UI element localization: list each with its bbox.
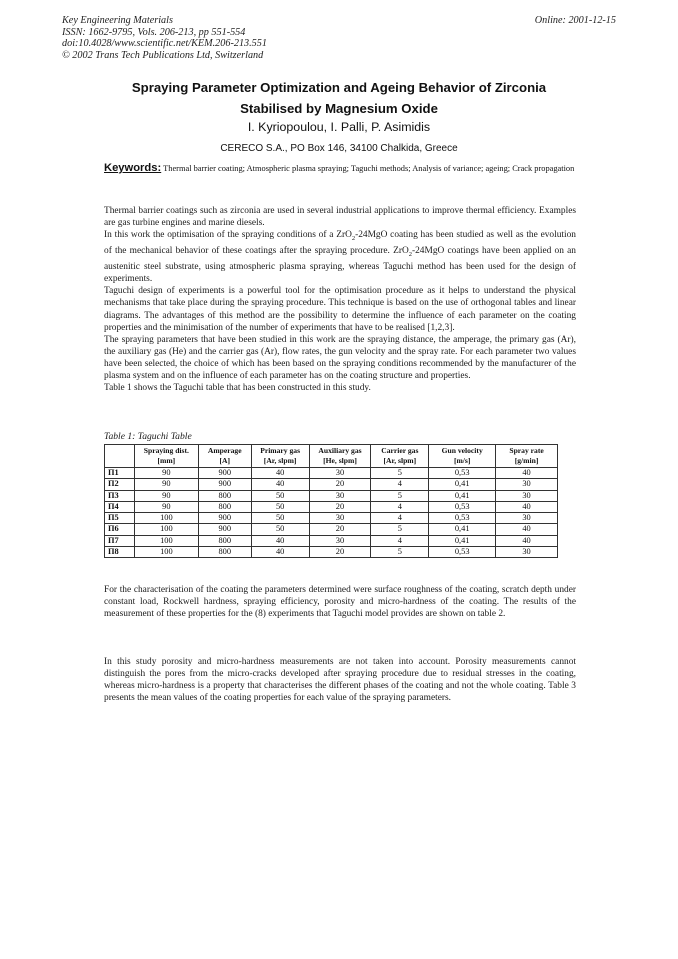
- table-cell: 900: [198, 479, 251, 490]
- row-label: Π4: [105, 501, 135, 512]
- table-cell: 30: [496, 479, 558, 490]
- table-cell: 40: [496, 501, 558, 512]
- table-cell: 100: [134, 524, 198, 535]
- table-cell: 50: [251, 524, 309, 535]
- table-cell: 100: [134, 535, 198, 546]
- doi-line: doi:10.4028/www.scientific.net/KEM.206-213.551: [62, 38, 267, 49]
- table-cell: 900: [198, 468, 251, 479]
- table-cell: 20: [309, 547, 371, 558]
- keywords-label: Keywords:: [104, 162, 162, 174]
- paragraph-1: Thermal barrier coatings such as zirconia are used in several industrial applications to improve thermal efficiency. Examples are gas turbine engines and marine diesels.: [104, 206, 576, 229]
- table-cell: 100: [134, 547, 198, 558]
- journal-header: [62, 15, 382, 61]
- body-section-1: [104, 205, 576, 394]
- row-label: Π6: [105, 524, 135, 535]
- keywords-block: [104, 160, 576, 177]
- body-section-3: [104, 656, 576, 704]
- table-row: [105, 535, 558, 546]
- paragraph-3: Taguchi design of experiments is a powerful tool for the optimisation procedure as it helps to understand the physical mechanisms that take place during the spraying procedure. This technique is based on the use of orthogonal tables and linear diagrams. The advantages of this method are the possibility to determine the influence of each parameter on the coating properties and the minimisation of the number of experiments that have to be realised [1,2,3].: [104, 286, 576, 333]
- table-row: [105, 513, 558, 524]
- table-cell: 0,53: [429, 547, 496, 558]
- table-cell: 0,41: [429, 535, 496, 546]
- row-label: Π7: [105, 535, 135, 546]
- table-cell: 20: [309, 501, 371, 512]
- table-cell: 40: [496, 468, 558, 479]
- table-cell: 90: [134, 490, 198, 501]
- table-cell: 30: [309, 490, 371, 501]
- table-cell: 30: [496, 490, 558, 501]
- table-cell: 30: [496, 513, 558, 524]
- table-cell: 900: [198, 513, 251, 524]
- table-cell: 4: [371, 513, 429, 524]
- journal-name: Key Engineering Materials: [62, 15, 173, 26]
- table-cell: 5: [371, 547, 429, 558]
- table-cell: 40: [251, 468, 309, 479]
- table-cell: 90: [134, 479, 198, 490]
- table-cell: 800: [198, 490, 251, 501]
- title-line-1: Spraying Parameter Optimization and Ageing Behavior of Zirconia: [131, 80, 547, 95]
- table-row: [105, 501, 558, 512]
- header-cell: Carrier gas [Ar, slpm]: [371, 445, 429, 468]
- table-cell: 900: [198, 524, 251, 535]
- table-cell: 50: [251, 513, 309, 524]
- copyright-line: © 2002 Trans Tech Publications Ltd, Switzerland: [62, 49, 264, 61]
- header-cell: Auxiliary gas [He, slpm]: [309, 445, 371, 468]
- table-row: [105, 468, 558, 479]
- header-cell: Gun velocity [m/s]: [429, 445, 496, 468]
- table-cell: 0,53: [429, 501, 496, 512]
- paragraph-5: Table 1 shows the Taguchi table that has been constructed in this study.: [104, 383, 371, 394]
- issn-line: ISSN: 1662-9795, Vols. 206-213, pp 551-554: [62, 26, 246, 38]
- table-cell: 0,53: [429, 468, 496, 479]
- header-cell: Primary gas [Ar, slpm]: [251, 445, 309, 468]
- row-label: Π1: [105, 468, 135, 479]
- row-label: Π2: [105, 479, 135, 490]
- table-cell: 90: [134, 468, 198, 479]
- table-cell: 20: [309, 479, 371, 490]
- paper-title: [62, 77, 616, 119]
- table-cell: 30: [496, 547, 558, 558]
- body-section-2: [104, 584, 576, 620]
- table-cell: 4: [371, 479, 429, 490]
- row-label: Π3: [105, 490, 135, 501]
- row-label: Π5: [105, 513, 135, 524]
- table-cell: 50: [251, 490, 309, 501]
- keywords-text: Thermal barrier coating; Atmospheric plasma spraying; Taguchi methods; Analysis of variance; ageing; Crack propagation: [163, 164, 575, 173]
- table-row: [105, 490, 558, 501]
- paragraph-7: In this study porosity and micro-hardness measurements are not taken into account. Porosity measurements cannot distinguish the pores from the micro-cracks developed after spraying procedure due to residual stresses in the coating, whereas micro-hardness is a property that characterises the different phases of the coating and not the whole coating. Table 3 presents the mean values of the coating properties for each value of the spraying parameters.: [104, 657, 576, 704]
- table-cell: 40: [251, 547, 309, 558]
- table-cell: 20: [309, 524, 371, 535]
- table-cell: 100: [134, 513, 198, 524]
- header-cell: Amperage [A]: [198, 445, 251, 468]
- table-cell: 30: [309, 535, 371, 546]
- table-cell: 0,41: [429, 490, 496, 501]
- header-cell: Spray rate [g/min]: [496, 445, 558, 468]
- title-line-2: Stabilised by Magnesium Oxide: [240, 101, 438, 116]
- author-list: I. Kyriopoulou, I. Palli, P. Asimidis: [247, 120, 431, 134]
- table-cell: 0,53: [429, 513, 496, 524]
- table-row: [105, 547, 558, 558]
- affiliation: CERECO S.A., PO Box 146, 34100 Chalkida, Greece: [220, 143, 458, 154]
- table-cell: 5: [371, 468, 429, 479]
- online-date: Online: 2001-12-15: [534, 15, 616, 26]
- paragraph-6: For the characterisation of the coating the parameters determined were surface roughness of the coating, scratch depth under constant load, Rockwell hardness, spraying efficiency, porosity and micro-hardness of the coating. The results of the measurement of these properties for the (8) experiments that Taguchi model provides are shown on table 2.: [104, 585, 576, 620]
- table-cell: 30: [309, 513, 371, 524]
- table-header-row: [105, 445, 558, 468]
- table-row: [105, 524, 558, 535]
- table-cell: 30: [309, 468, 371, 479]
- table-cell: 40: [496, 524, 558, 535]
- row-label: Π8: [105, 547, 135, 558]
- table-cell: 800: [198, 535, 251, 546]
- table-cell: 50: [251, 501, 309, 512]
- header-cell: [105, 445, 135, 468]
- paragraph-2: In this work the optimisation of the spraying conditions of a ZrO$_2$-24MgO coating has been studied as well as the evolution of the mechanical behavior of these coatings after the spraying procedure. ZrO$_2$-24MgO coatings have been applied on an austenitic steel substrate, using atmospheric plasma spraying, whereas Taguchi method has been used for the design of experiments.: [104, 230, 576, 285]
- table-caption: Table 1: Taguchi Table: [104, 431, 192, 442]
- table-cell: 40: [496, 535, 558, 546]
- table-cell: 5: [371, 524, 429, 535]
- table-cell: 90: [134, 501, 198, 512]
- table-cell: 800: [198, 547, 251, 558]
- table-cell: 40: [251, 479, 309, 490]
- table-row: [105, 479, 558, 490]
- paragraph-4: The spraying parameters that have been studied in this work are the spraying distance, the amperage, the primary gas (Ar), the auxiliary gas (He) and the carrier gas (Ar), flow rates, the gun velocity and the spray rate. For each parameter two values have been selected, the choice of which has been based on the spraying conditions recommended by the manufacturer of the plasma system and on the influence of each parameter has on the coating structure and properties.: [104, 334, 576, 381]
- header-cell: Spraying dist. [mm]: [134, 445, 198, 468]
- table-cell: 0,41: [429, 479, 496, 490]
- table-cell: 5: [371, 490, 429, 501]
- table-cell: 4: [371, 535, 429, 546]
- table-cell: 0,41: [429, 524, 496, 535]
- taguchi-table: [104, 444, 558, 558]
- table-cell: 4: [371, 501, 429, 512]
- table-cell: 40: [251, 535, 309, 546]
- table-cell: 800: [198, 501, 251, 512]
